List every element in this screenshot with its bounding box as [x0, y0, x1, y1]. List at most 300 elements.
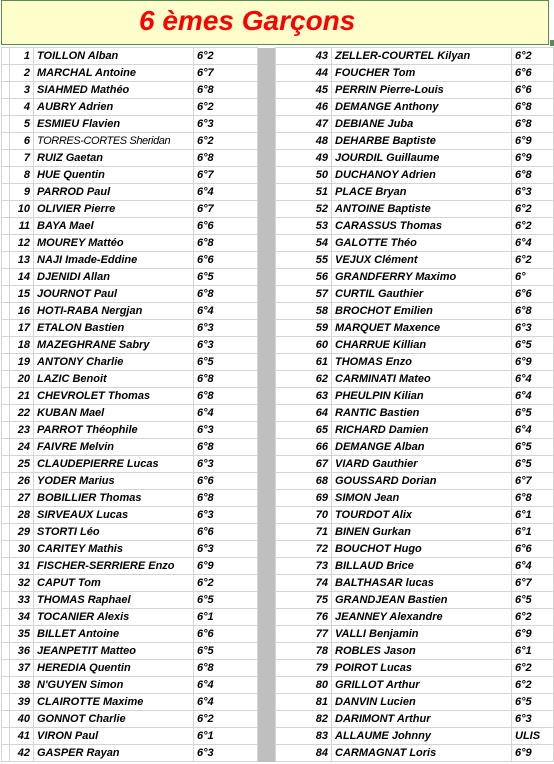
left-student-name-cell[interactable]: GASPER Rayan [34, 745, 194, 762]
row-margin-cell [2, 201, 10, 218]
left-class-cell[interactable]: 6°4 [194, 303, 258, 320]
left-rank-cell[interactable]: 16 [10, 303, 34, 320]
left-rank-cell[interactable]: 9 [10, 184, 34, 201]
right-student-name-cell[interactable]: DEMANGE Alban [332, 439, 512, 456]
left-class-cell[interactable]: 6°6 [194, 626, 258, 643]
left-class-cell[interactable]: 6°1 [194, 609, 258, 626]
left-student-name-cell[interactable]: HUE Quentin [34, 167, 194, 184]
right-rank-cell[interactable]: 61 [302, 354, 332, 371]
left-class-cell[interactable]: 6°6 [194, 473, 258, 490]
left-student-name-cell[interactable]: TORRES-CORTES Sheridan [34, 133, 194, 150]
right-student-name-cell[interactable]: GRANDJEAN Bastien [332, 592, 512, 609]
right-class-cell[interactable]: 6°9 [512, 133, 554, 150]
left-class-cell[interactable]: 6°3 [194, 541, 258, 558]
right-rank-cell[interactable]: 63 [302, 388, 332, 405]
left-student-name-cell[interactable]: THOMAS Raphael [34, 592, 194, 609]
left-class-cell[interactable]: 6°8 [194, 660, 258, 677]
right-rank-cell[interactable]: 43 [302, 48, 332, 65]
right-rank-cell[interactable]: 70 [302, 507, 332, 524]
right-class-cell[interactable]: 6°5 [512, 456, 554, 473]
right-class-cell[interactable]: 6°9 [512, 354, 554, 371]
left-class-cell[interactable]: 6°3 [194, 337, 258, 354]
left-rank-cell[interactable]: 31 [10, 558, 34, 575]
right-rank-cell[interactable]: 48 [302, 133, 332, 150]
row-margin-cell [2, 592, 10, 609]
left-student-name-cell[interactable]: BAYA Mael [34, 218, 194, 235]
left-class-cell[interactable]: 6°2 [194, 48, 258, 65]
left-class-cell[interactable]: 6°6 [194, 524, 258, 541]
right-class-cell[interactable]: 6°2 [512, 252, 554, 269]
right-rank-cell[interactable]: 66 [302, 439, 332, 456]
right-rank-cell[interactable]: 49 [302, 150, 332, 167]
right-student-name-cell[interactable]: PERRIN Pierre-Louis [332, 82, 512, 99]
left-class-cell[interactable]: 6°5 [194, 354, 258, 371]
left-rank-cell[interactable]: 19 [10, 354, 34, 371]
right-student-name-cell[interactable]: POIROT Lucas [332, 660, 512, 677]
left-rank-cell[interactable]: 22 [10, 405, 34, 422]
right-rank-cell[interactable]: 54 [302, 235, 332, 252]
table-row [2, 490, 554, 507]
left-student-name-cell[interactable]: ETALON Bastien [34, 320, 194, 337]
left-student-name-cell[interactable]: HOTI-RABA Nergjan [34, 303, 194, 320]
spacer-cell [276, 337, 302, 354]
table-row [2, 320, 554, 337]
column-separator [258, 677, 276, 694]
left-class-cell[interactable]: 6°3 [194, 456, 258, 473]
row-margin-cell [2, 303, 10, 320]
right-class-cell[interactable]: 6°8 [512, 116, 554, 133]
right-rank-cell[interactable]: 59 [302, 320, 332, 337]
right-rank-cell[interactable]: 75 [302, 592, 332, 609]
left-class-cell[interactable]: 6°4 [194, 184, 258, 201]
spacer-cell [276, 99, 302, 116]
right-class-cell[interactable]: 6°7 [512, 575, 554, 592]
left-student-name-cell[interactable]: JOURNOT Paul [34, 286, 194, 303]
left-student-name-cell[interactable]: NAJI Imade-Eddine [34, 252, 194, 269]
right-class-cell[interactable]: 6°8 [512, 490, 554, 507]
left-class-cell[interactable]: 6°8 [194, 439, 258, 456]
left-class-cell[interactable]: 6°3 [194, 116, 258, 133]
left-rank-cell[interactable]: 11 [10, 218, 34, 235]
right-class-cell[interactable]: 6°3 [512, 184, 554, 201]
left-rank-cell[interactable]: 37 [10, 660, 34, 677]
left-rank-cell[interactable]: 20 [10, 371, 34, 388]
right-class-cell[interactable]: 6°4 [512, 388, 554, 405]
right-student-name-cell[interactable]: BALTHASAR lucas [332, 575, 512, 592]
right-class-cell[interactable]: 6°4 [512, 371, 554, 388]
right-class-cell[interactable]: 6°8 [512, 303, 554, 320]
left-class-cell[interactable]: 6°8 [194, 388, 258, 405]
right-student-name-cell[interactable]: GRANDFERRY Maximo [332, 269, 512, 286]
right-student-name-cell[interactable]: CURTIL Gauthier [332, 286, 512, 303]
left-rank-cell[interactable]: 41 [10, 728, 34, 745]
column-separator [258, 235, 276, 252]
right-rank-cell[interactable]: 53 [302, 218, 332, 235]
left-student-name-cell[interactable]: BOBILLIER Thomas [34, 490, 194, 507]
spacer-cell [276, 116, 302, 133]
right-class-cell[interactable]: 6°5 [512, 337, 554, 354]
right-rank-cell[interactable]: 55 [302, 252, 332, 269]
left-class-cell[interactable]: 6°8 [194, 235, 258, 252]
right-student-name-cell[interactable]: RICHARD Damien [332, 422, 512, 439]
left-student-name-cell[interactable]: AUBRY Adrien [34, 99, 194, 116]
left-rank-cell[interactable]: 23 [10, 422, 34, 439]
right-student-name-cell[interactable]: THOMAS Enzo [332, 354, 512, 371]
left-class-cell[interactable]: 6°8 [194, 371, 258, 388]
spacer-cell [276, 558, 302, 575]
left-student-name-cell[interactable]: CLAIROTTE Maxime [34, 694, 194, 711]
right-class-cell[interactable]: 6°1 [512, 643, 554, 660]
right-rank-cell[interactable]: 51 [302, 184, 332, 201]
column-separator [258, 337, 276, 354]
right-rank-cell[interactable]: 68 [302, 473, 332, 490]
right-rank-cell[interactable]: 52 [302, 201, 332, 218]
right-rank-cell[interactable]: 79 [302, 660, 332, 677]
right-student-name-cell[interactable]: GRILLOT Arthur [332, 677, 512, 694]
right-student-name-cell[interactable]: DEBIANE Juba [332, 116, 512, 133]
left-student-name-cell[interactable]: JEANPETIT Matteo [34, 643, 194, 660]
left-class-cell[interactable]: 6°7 [194, 167, 258, 184]
left-student-name-cell[interactable]: CLAUDEPIERRE Lucas [34, 456, 194, 473]
right-rank-cell[interactable]: 84 [302, 745, 332, 762]
column-separator [258, 133, 276, 150]
row-margin-cell [2, 252, 10, 269]
right-rank-cell[interactable]: 73 [302, 558, 332, 575]
left-student-name-cell[interactable]: RUIZ Gaetan [34, 150, 194, 167]
left-rank-cell[interactable]: 14 [10, 269, 34, 286]
student-table [1, 47, 554, 762]
left-student-name-cell[interactable]: PARROT Théophile [34, 422, 194, 439]
left-student-name-cell[interactable]: CAPUT Tom [34, 575, 194, 592]
right-class-cell[interactable]: 6°2 [512, 660, 554, 677]
row-margin-cell [2, 439, 10, 456]
row-margin-cell [2, 694, 10, 711]
left-student-name-cell[interactable]: BILLET Antoine [34, 626, 194, 643]
left-rank-cell[interactable]: 3 [10, 82, 34, 99]
right-rank-cell[interactable]: 83 [302, 728, 332, 745]
right-student-name-cell[interactable]: PLACE Bryan [332, 184, 512, 201]
left-class-cell[interactable]: 6°1 [194, 728, 258, 745]
right-student-name-cell[interactable]: DANVIN Lucien [332, 694, 512, 711]
right-rank-cell[interactable]: 56 [302, 269, 332, 286]
left-class-cell[interactable]: 6°3 [194, 745, 258, 762]
left-class-cell[interactable]: 6°3 [194, 507, 258, 524]
right-rank-cell[interactable]: 71 [302, 524, 332, 541]
left-student-name-cell[interactable]: FAIVRE Melvin [34, 439, 194, 456]
right-rank-cell[interactable]: 50 [302, 167, 332, 184]
right-class-cell[interactable]: 6°3 [512, 711, 554, 728]
table-row [2, 184, 554, 201]
column-separator [258, 303, 276, 320]
right-student-name-cell[interactable]: BILLAUD Brice [332, 558, 512, 575]
left-rank-cell[interactable]: 28 [10, 507, 34, 524]
right-rank-cell[interactable]: 72 [302, 541, 332, 558]
right-class-cell[interactable]: 6°2 [512, 677, 554, 694]
right-student-name-cell[interactable]: DUCHANOY Adrien [332, 167, 512, 184]
left-student-name-cell[interactable]: ESMIEU Flavien [34, 116, 194, 133]
right-rank-cell[interactable]: 64 [302, 405, 332, 422]
right-student-name-cell[interactable]: BOUCHOT Hugo [332, 541, 512, 558]
right-class-cell[interactable]: 6°4 [512, 235, 554, 252]
left-rank-cell[interactable]: 36 [10, 643, 34, 660]
right-class-cell[interactable]: 6°5 [512, 592, 554, 609]
student-table-body [2, 48, 554, 762]
right-student-name-cell[interactable]: DEMANGE Anthony [332, 99, 512, 116]
left-student-name-cell[interactable]: YODER Marius [34, 473, 194, 490]
left-rank-cell[interactable]: 17 [10, 320, 34, 337]
right-rank-cell[interactable]: 58 [302, 303, 332, 320]
table-row [2, 541, 554, 558]
left-student-name-cell[interactable]: TOCANIER Alexis [34, 609, 194, 626]
right-class-cell[interactable]: 6°6 [512, 541, 554, 558]
left-rank-cell[interactable]: 21 [10, 388, 34, 405]
right-student-name-cell[interactable]: CARASSUS Thomas [332, 218, 512, 235]
left-class-cell[interactable]: 6°4 [194, 694, 258, 711]
right-class-cell[interactable]: 6°4 [512, 558, 554, 575]
spacer-cell [276, 745, 302, 762]
left-rank-cell[interactable]: 33 [10, 592, 34, 609]
right-class-cell[interactable]: 6°9 [512, 745, 554, 762]
column-separator [258, 473, 276, 490]
right-rank-cell[interactable]: 69 [302, 490, 332, 507]
left-student-name-cell[interactable]: CARITEY Mathis [34, 541, 194, 558]
right-student-name-cell[interactable]: GOUSSARD Dorian [332, 473, 512, 490]
left-student-name-cell[interactable]: OLIVIER Pierre [34, 201, 194, 218]
right-class-cell[interactable]: 6°4 [512, 422, 554, 439]
right-student-name-cell[interactable]: FOUCHER Tom [332, 65, 512, 82]
right-class-cell[interactable]: ULIS [512, 728, 554, 745]
spacer-cell [276, 694, 302, 711]
table-row [2, 116, 554, 133]
left-student-name-cell[interactable]: ANTONY Charlie [34, 354, 194, 371]
left-student-name-cell[interactable]: LAZIC Benoit [34, 371, 194, 388]
right-student-name-cell[interactable]: ANTOINE Baptiste [332, 201, 512, 218]
left-rank-cell[interactable]: 25 [10, 456, 34, 473]
left-student-name-cell[interactable]: FISCHER-SERRIERE Enzo [34, 558, 194, 575]
right-class-cell[interactable]: 6°9 [512, 626, 554, 643]
left-class-cell[interactable]: 6°6 [194, 218, 258, 235]
left-student-name-cell[interactable]: DJENIDI Allan [34, 269, 194, 286]
spacer-cell [276, 422, 302, 439]
right-rank-cell[interactable]: 67 [302, 456, 332, 473]
row-margin-cell [2, 660, 10, 677]
right-student-name-cell[interactable]: JEANNEY Alexandre [332, 609, 512, 626]
column-separator [258, 320, 276, 337]
right-class-cell[interactable]: 6°8 [512, 167, 554, 184]
left-rank-cell[interactable]: 34 [10, 609, 34, 626]
table-row [2, 371, 554, 388]
right-rank-cell[interactable]: 77 [302, 626, 332, 643]
column-separator [258, 711, 276, 728]
left-student-name-cell[interactable]: SIAHMED Mathéo [34, 82, 194, 99]
spacer-cell [276, 405, 302, 422]
left-rank-cell[interactable]: 10 [10, 201, 34, 218]
left-student-name-cell[interactable]: GONNOT Charlie [34, 711, 194, 728]
right-student-name-cell[interactable]: CARMAGNAT Loris [332, 745, 512, 762]
right-rank-cell[interactable]: 74 [302, 575, 332, 592]
left-rank-cell[interactable]: 32 [10, 575, 34, 592]
right-student-name-cell[interactable]: RANTIC Bastien [332, 405, 512, 422]
left-rank-cell[interactable]: 24 [10, 439, 34, 456]
right-student-name-cell[interactable]: DEHARBE Baptiste [332, 133, 512, 150]
spacer-cell [276, 456, 302, 473]
right-rank-cell[interactable]: 44 [302, 65, 332, 82]
right-student-name-cell[interactable]: ALLAUME Johnny [332, 728, 512, 745]
left-class-cell[interactable]: 6°9 [194, 558, 258, 575]
left-class-cell[interactable]: 6°8 [194, 490, 258, 507]
right-class-cell[interactable]: 6°6 [512, 286, 554, 303]
right-rank-cell[interactable]: 80 [302, 677, 332, 694]
right-rank-cell[interactable]: 62 [302, 371, 332, 388]
right-student-name-cell[interactable]: VEJUX Clément [332, 252, 512, 269]
left-student-name-cell[interactable]: N'GUYEN Simon [34, 677, 194, 694]
left-class-cell[interactable]: 6°3 [194, 422, 258, 439]
left-student-name-cell[interactable]: SIRVEAUX Lucas [34, 507, 194, 524]
column-separator [258, 167, 276, 184]
left-class-cell[interactable]: 6°2 [194, 99, 258, 116]
left-rank-cell[interactable]: 40 [10, 711, 34, 728]
right-class-cell[interactable]: 6°5 [512, 439, 554, 456]
left-rank-cell[interactable]: 38 [10, 677, 34, 694]
spacer-cell [276, 541, 302, 558]
left-rank-cell[interactable]: 30 [10, 541, 34, 558]
left-rank-cell[interactable]: 13 [10, 252, 34, 269]
left-class-cell[interactable]: 6°8 [194, 150, 258, 167]
right-student-name-cell[interactable]: BROCHOT Emilien [332, 303, 512, 320]
left-rank-cell[interactable]: 26 [10, 473, 34, 490]
left-student-name-cell[interactable]: VIRON Paul [34, 728, 194, 745]
right-student-name-cell[interactable]: GALOTTE Théo [332, 235, 512, 252]
right-rank-cell[interactable]: 45 [302, 82, 332, 99]
right-student-name-cell[interactable]: VALLI Benjamin [332, 626, 512, 643]
right-rank-cell[interactable]: 57 [302, 286, 332, 303]
left-class-cell[interactable]: 6°2 [194, 133, 258, 150]
left-rank-cell[interactable]: 18 [10, 337, 34, 354]
right-student-name-cell[interactable]: BINEN Gurkan [332, 524, 512, 541]
right-rank-cell[interactable]: 65 [302, 422, 332, 439]
column-separator [258, 405, 276, 422]
left-student-name-cell[interactable]: MAZEGHRANE Sabry [34, 337, 194, 354]
row-margin-cell [2, 371, 10, 388]
left-class-cell[interactable]: 6°6 [194, 252, 258, 269]
left-rank-cell[interactable]: 39 [10, 694, 34, 711]
right-student-name-cell[interactable]: ZELLER-COURTEL Kilyan [332, 48, 512, 65]
right-class-cell[interactable]: 6°6 [512, 82, 554, 99]
right-class-cell[interactable]: 6°2 [512, 218, 554, 235]
right-class-cell[interactable]: 6°2 [512, 48, 554, 65]
right-rank-cell[interactable]: 60 [302, 337, 332, 354]
table-row [2, 592, 554, 609]
right-class-cell[interactable]: 6°1 [512, 507, 554, 524]
right-class-cell[interactable]: 6°7 [512, 473, 554, 490]
left-rank-cell[interactable]: 6 [10, 133, 34, 150]
left-student-name-cell[interactable]: CHEVROLET Thomas [34, 388, 194, 405]
right-student-name-cell[interactable]: VIARD Gauthier [332, 456, 512, 473]
left-rank-cell[interactable]: 15 [10, 286, 34, 303]
left-class-cell[interactable]: 6°4 [194, 405, 258, 422]
left-class-cell[interactable]: 6°5 [194, 643, 258, 660]
left-student-name-cell[interactable]: MARCHAL Antoine [34, 65, 194, 82]
right-student-name-cell[interactable]: CARMINATI Mateo [332, 371, 512, 388]
left-class-cell[interactable]: 6°2 [194, 575, 258, 592]
right-rank-cell[interactable]: 46 [302, 99, 332, 116]
left-rank-cell[interactable]: 7 [10, 150, 34, 167]
right-student-name-cell[interactable]: ROBLES Jason [332, 643, 512, 660]
row-margin-cell [2, 167, 10, 184]
right-student-name-cell[interactable]: SIMON Jean [332, 490, 512, 507]
row-margin-cell [2, 677, 10, 694]
left-rank-cell[interactable]: 27 [10, 490, 34, 507]
left-class-cell[interactable]: 6°4 [194, 677, 258, 694]
left-rank-cell[interactable]: 2 [10, 65, 34, 82]
right-rank-cell[interactable]: 78 [302, 643, 332, 660]
table-row [2, 558, 554, 575]
left-rank-cell[interactable]: 42 [10, 745, 34, 762]
right-class-cell[interactable]: 6°3 [512, 320, 554, 337]
right-rank-cell[interactable]: 76 [302, 609, 332, 626]
left-rank-cell[interactable]: 1 [10, 48, 34, 65]
left-student-name-cell[interactable]: HEREDIA Quentin [34, 660, 194, 677]
right-class-cell[interactable]: 6°5 [512, 694, 554, 711]
right-student-name-cell[interactable]: PHEULPIN Kilian [332, 388, 512, 405]
left-rank-cell[interactable]: 12 [10, 235, 34, 252]
left-class-cell[interactable]: 6°3 [194, 320, 258, 337]
left-student-name-cell[interactable]: KUBAN Mael [34, 405, 194, 422]
left-class-cell[interactable]: 6°7 [194, 65, 258, 82]
right-class-cell[interactable]: 6°1 [512, 524, 554, 541]
left-student-name-cell[interactable]: STORTI Léo [34, 524, 194, 541]
left-student-name-cell[interactable]: TOILLON Alban [34, 48, 194, 65]
right-student-name-cell[interactable]: JOURDIL Guillaume [332, 150, 512, 167]
left-class-cell[interactable]: 6°7 [194, 201, 258, 218]
left-rank-cell[interactable]: 8 [10, 167, 34, 184]
column-separator [258, 660, 276, 677]
right-student-name-cell[interactable]: CHARRUE Killian [332, 337, 512, 354]
right-class-cell[interactable]: 6°5 [512, 405, 554, 422]
left-class-cell[interactable]: 6°8 [194, 82, 258, 99]
left-rank-cell[interactable]: 29 [10, 524, 34, 541]
column-separator [258, 490, 276, 507]
left-student-name-cell[interactable]: PARROD Paul [34, 184, 194, 201]
left-rank-cell[interactable]: 35 [10, 626, 34, 643]
right-rank-cell[interactable]: 81 [302, 694, 332, 711]
right-class-cell[interactable]: 6°6 [512, 65, 554, 82]
table-row [2, 167, 554, 184]
right-class-cell[interactable]: 6°9 [512, 150, 554, 167]
right-class-cell[interactable]: 6°8 [512, 99, 554, 116]
column-separator [258, 388, 276, 405]
right-student-name-cell[interactable]: DARIMONT Arthur [332, 711, 512, 728]
left-rank-cell[interactable]: 5 [10, 116, 34, 133]
left-class-cell[interactable]: 6°2 [194, 711, 258, 728]
left-class-cell[interactable]: 6°5 [194, 592, 258, 609]
right-class-cell[interactable]: 6°2 [512, 201, 554, 218]
left-class-cell[interactable]: 6°5 [194, 269, 258, 286]
right-class-cell[interactable]: 6° [512, 269, 554, 286]
right-class-cell[interactable]: 6°2 [512, 609, 554, 626]
right-rank-cell[interactable]: 82 [302, 711, 332, 728]
left-class-cell[interactable]: 6°8 [194, 286, 258, 303]
right-student-name-cell[interactable]: MARQUET Maxence [332, 320, 512, 337]
row-margin-cell [2, 405, 10, 422]
right-student-name-cell[interactable]: TOURDOT Alix [332, 507, 512, 524]
left-rank-cell[interactable]: 4 [10, 99, 34, 116]
column-separator [258, 82, 276, 99]
table-row [2, 388, 554, 405]
right-rank-cell[interactable]: 47 [302, 116, 332, 133]
left-student-name-cell[interactable]: MOUREY Mattéo [34, 235, 194, 252]
row-margin-cell [2, 235, 10, 252]
